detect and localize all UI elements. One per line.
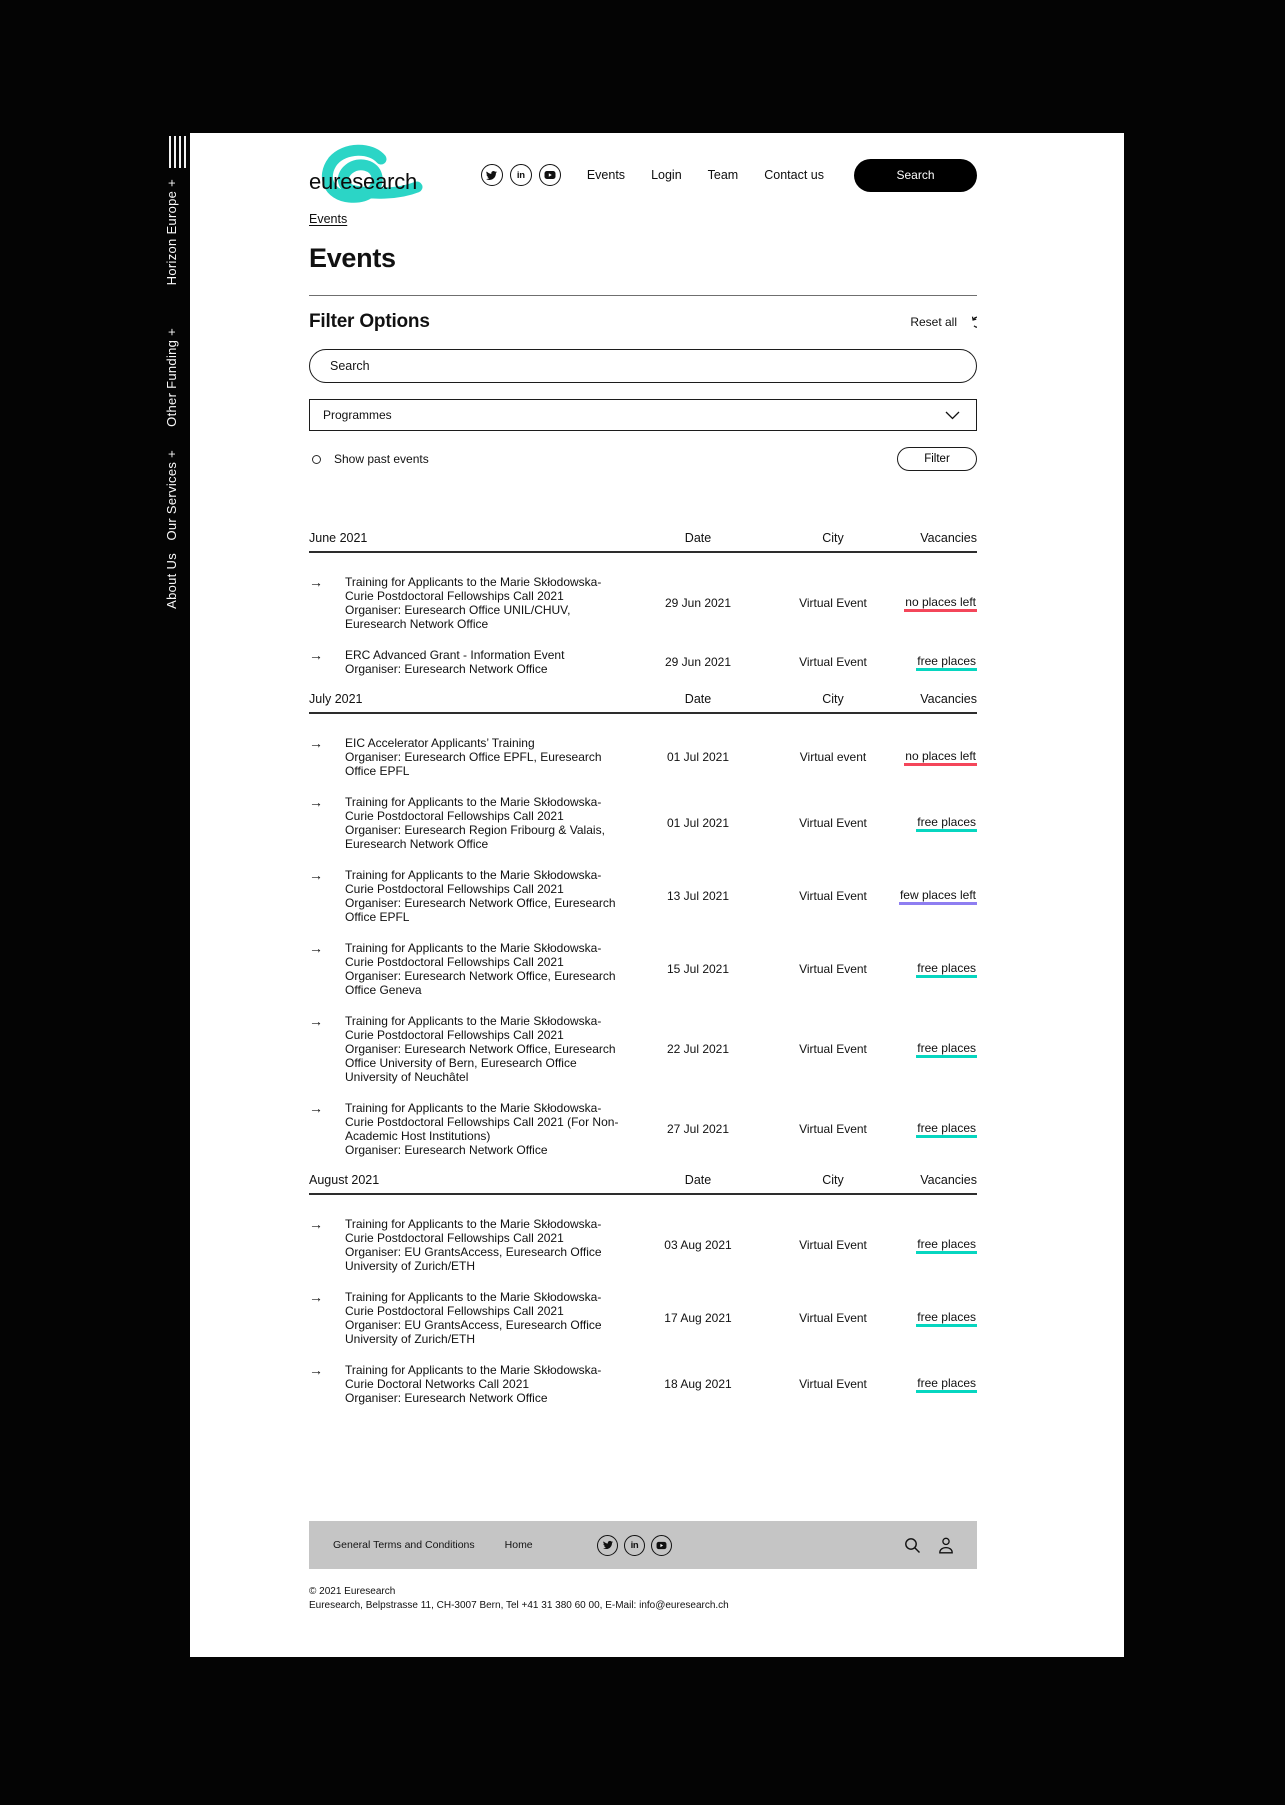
header-social-icons — [481, 164, 561, 186]
event-title[interactable]: EIC Accelerator Applicants’ Training — [345, 736, 535, 750]
event-date: 29 Jun 2021 — [664, 596, 732, 610]
event-city: Virtual Event — [799, 962, 867, 976]
event-organiser: Organiser: Euresearch Network Office — [345, 1391, 548, 1405]
arrow-right-icon: → — [309, 940, 323, 956]
filter-apply-button[interactable]: Filter — [897, 447, 977, 471]
nav-team[interactable]: Team — [707, 168, 739, 182]
sidebar-item-about-us[interactable]: About Us — [164, 553, 179, 609]
chevron-down-icon — [945, 411, 960, 420]
nav-events[interactable]: Events — [586, 168, 626, 182]
month-section — [309, 1173, 977, 1405]
event-date: 18 Aug 2021 — [664, 1377, 732, 1391]
twitter-icon[interactable] — [481, 164, 503, 186]
event-vacancy-status[interactable]: free places — [916, 654, 977, 671]
sidebar-item-other-funding[interactable]: Other Funding + — [164, 328, 179, 427]
event-date: 29 Jun 2021 — [664, 655, 732, 669]
youtube-icon[interactable] — [651, 1535, 672, 1556]
column-header-vacancies: Vacancies — [920, 531, 977, 545]
nav-login[interactable]: Login — [651, 168, 682, 182]
search-icon[interactable] — [903, 1536, 922, 1555]
event-city: Virtual Event — [799, 816, 867, 830]
event-vacancy-status[interactable]: free places — [916, 1376, 977, 1393]
event-vacancy-status[interactable]: free places — [916, 1041, 977, 1058]
event-title[interactable]: ERC Advanced Grant - Information Event — [345, 648, 565, 662]
column-header-date: Date — [684, 1173, 712, 1187]
event-vacancy-status[interactable]: few places left — [899, 888, 977, 905]
arrow-right-icon: → — [309, 1216, 323, 1232]
column-header-vacancies: Vacancies — [920, 1173, 977, 1187]
event-row[interactable] — [309, 795, 977, 851]
sidebar-item-horizon-europe[interactable]: Horizon Europe + — [164, 179, 179, 286]
linkedin-icon[interactable]: in — [510, 164, 532, 186]
user-icon[interactable] — [937, 1536, 955, 1555]
event-organiser: Organiser: Euresearch Office UNIL/CHUV, Euresearch Network Office — [345, 603, 571, 631]
event-row[interactable] — [309, 1290, 977, 1346]
event-city: Virtual Event — [799, 1042, 867, 1056]
reset-all-label: Reset all — [910, 315, 957, 329]
event-title[interactable]: Training for Applicants to the Marie Skłodowska-Curie Postdoctoral Fellowships Call 2021 (For Non-Academic Host Institutions) — [345, 1101, 619, 1143]
event-city: Virtual Event — [799, 1238, 867, 1252]
event-date: 15 Jul 2021 — [666, 962, 730, 976]
event-row[interactable] — [309, 1363, 977, 1405]
event-organiser: Organiser: Euresearch Network Office, Euresearch Office Geneva — [345, 969, 616, 997]
title-divider — [309, 295, 977, 296]
breadcrumb-events-link[interactable]: Events — [309, 212, 348, 226]
footer-home-link[interactable]: Home — [504, 1539, 533, 1551]
footer-terms-link[interactable]: General Terms and Conditions — [333, 1539, 475, 1551]
show-past-events-radio[interactable] — [312, 455, 321, 464]
column-header-vacancies: Vacancies — [920, 692, 977, 706]
event-vacancy-status[interactable]: no places left — [904, 749, 977, 766]
sidebar-item-our-services[interactable]: Our Services + — [164, 450, 179, 541]
event-city: Virtual Event — [799, 596, 867, 610]
arrow-right-icon: → — [309, 794, 323, 810]
event-row[interactable] — [309, 575, 977, 631]
event-title[interactable]: Training for Applicants to the Marie Skłodowska-Curie Postdoctoral Fellowships Call 2021 — [345, 795, 602, 823]
event-date: 01 Jul 2021 — [666, 816, 730, 830]
event-title[interactable]: Training for Applicants to the Marie Skłodowska-Curie Postdoctoral Fellowships Call 2021 — [345, 575, 602, 603]
programmes-label: Programmes — [323, 408, 392, 422]
search-button[interactable]: Search — [854, 159, 977, 192]
event-organiser: Organiser: EU GrantsAccess, Euresearch Office University of Zurich/ETH — [345, 1318, 602, 1346]
event-organiser: Organiser: Euresearch Network Office, Euresearch Office EPFL — [345, 896, 616, 924]
event-title[interactable]: Training for Applicants to the Marie Skłodowska-Curie Postdoctoral Fellowships Call 2021 — [345, 941, 602, 969]
filter-search-input[interactable] — [309, 349, 977, 383]
footer-social-icons — [597, 1535, 672, 1556]
section-divider — [309, 551, 977, 553]
event-city: Virtual event — [799, 750, 867, 764]
arrow-right-icon: → — [309, 867, 323, 883]
event-city: Virtual Event — [799, 1122, 867, 1136]
event-date: 13 Jul 2021 — [666, 889, 730, 903]
arrow-right-icon: → — [309, 647, 323, 663]
event-city: Virtual Event — [799, 889, 867, 903]
event-vacancy-status[interactable]: no places left — [904, 595, 977, 612]
event-row[interactable] — [309, 736, 977, 778]
month-label: August 2021 — [309, 1173, 380, 1187]
vertical-lines-icon[interactable] — [169, 136, 186, 168]
event-vacancy-status[interactable]: free places — [916, 961, 977, 978]
event-date: 27 Jul 2021 — [666, 1122, 730, 1136]
arrow-right-icon: → — [309, 574, 323, 590]
event-vacancy-status[interactable]: free places — [916, 1237, 977, 1254]
arrow-right-icon: → — [309, 1289, 323, 1305]
address-line: Euresearch, Belpstrasse 11, CH-3007 Bern, Tel +41 31 380 60 00, E-Mail: info@euresearch.ch — [309, 1600, 729, 1611]
event-city: Virtual Event — [799, 655, 867, 669]
reset-all-button[interactable] — [910, 315, 977, 330]
show-past-events-label: Show past events — [334, 452, 429, 466]
linkedin-icon[interactable]: in — [624, 1535, 645, 1556]
breadcrumb — [309, 212, 977, 226]
page-title: Events — [309, 243, 396, 273]
event-row[interactable] — [309, 1014, 977, 1084]
arrow-right-icon: → — [309, 1013, 323, 1029]
event-vacancy-status[interactable]: free places — [916, 1121, 977, 1138]
event-row[interactable] — [309, 648, 977, 676]
event-row[interactable] — [309, 1217, 977, 1273]
footer-bar — [309, 1521, 977, 1569]
column-header-city: City — [822, 1173, 844, 1187]
event-row[interactable] — [309, 1101, 977, 1157]
event-date: 22 Jul 2021 — [666, 1042, 730, 1056]
event-organiser: Organiser: Euresearch Region Fribourg & Valais, Euresearch Network Office — [345, 823, 605, 851]
copyright-block — [309, 1585, 977, 1613]
euresearch-logo[interactable] — [309, 143, 479, 207]
event-date: 17 Aug 2021 — [664, 1311, 732, 1325]
event-title[interactable]: Training for Applicants to the Marie Skłodowska-Curie Postdoctoral Fellowships Call 2021 — [345, 1217, 602, 1245]
event-title[interactable]: Training for Applicants to the Marie Skłodowska-Curie Postdoctoral Fellowships Call 2021 — [345, 1014, 602, 1042]
event-organiser: Organiser: EU GrantsAccess, Euresearch Office University of Zurich/ETH — [345, 1245, 602, 1273]
event-title[interactable]: Training for Applicants to the Marie Skłodowska-Curie Doctoral Networks Call 2021 — [345, 1363, 602, 1391]
month-label: July 2021 — [309, 692, 363, 706]
column-header-date: Date — [684, 692, 712, 706]
event-title[interactable]: Training for Applicants to the Marie Skłodowska-Curie Postdoctoral Fellowships Call 2021 — [345, 1290, 602, 1318]
filter-options-title: Filter Options — [309, 311, 430, 332]
site-header — [309, 143, 977, 207]
copyright-line: © 2021 Euresearch — [309, 1586, 396, 1597]
event-organiser: Organiser: Euresearch Network Office, Euresearch Office University of Bern, Euresearch Office University of Neuchâtel — [345, 1042, 616, 1084]
arrow-right-icon: → — [309, 1362, 323, 1378]
youtube-icon[interactable] — [539, 164, 561, 186]
section-divider — [309, 1193, 977, 1195]
column-header-date: Date — [684, 531, 712, 545]
event-organiser: Organiser: Euresearch Network Office — [345, 662, 548, 676]
event-city: Virtual Event — [799, 1311, 867, 1325]
page — [190, 133, 1124, 1657]
event-city: Virtual Event — [799, 1377, 867, 1391]
event-title[interactable]: Training for Applicants to the Marie Skłodowska-Curie Postdoctoral Fellowships Call 2021 — [345, 868, 602, 896]
nav-contact-us[interactable]: Contact us — [764, 168, 824, 182]
events-area — [309, 531, 977, 1405]
event-row[interactable] — [309, 868, 977, 924]
event-vacancy-status[interactable]: free places — [916, 1310, 977, 1327]
event-row[interactable] — [309, 941, 977, 997]
event-date: 01 Jul 2021 — [666, 750, 730, 764]
section-divider — [309, 712, 977, 714]
twitter-icon[interactable] — [597, 1535, 618, 1556]
month-label: June 2021 — [309, 531, 368, 545]
event-organiser: Organiser: Euresearch Office EPFL, Euresearch Office EPFL — [345, 750, 602, 778]
column-header-city: City — [822, 692, 844, 706]
event-organiser: Organiser: Euresearch Network Office — [345, 1143, 548, 1157]
show-past-events-toggle[interactable] — [309, 452, 429, 466]
column-header-city: City — [822, 531, 844, 545]
month-section — [309, 531, 977, 676]
event-vacancy-status[interactable]: free places — [916, 815, 977, 832]
reset-icon — [962, 315, 977, 330]
event-date: 03 Aug 2021 — [664, 1238, 732, 1252]
logo-text: euresearch — [309, 169, 418, 194]
arrow-right-icon: → — [309, 1100, 323, 1116]
arrow-right-icon: → — [309, 735, 323, 751]
month-section — [309, 692, 977, 1157]
programmes-select[interactable] — [309, 399, 977, 431]
